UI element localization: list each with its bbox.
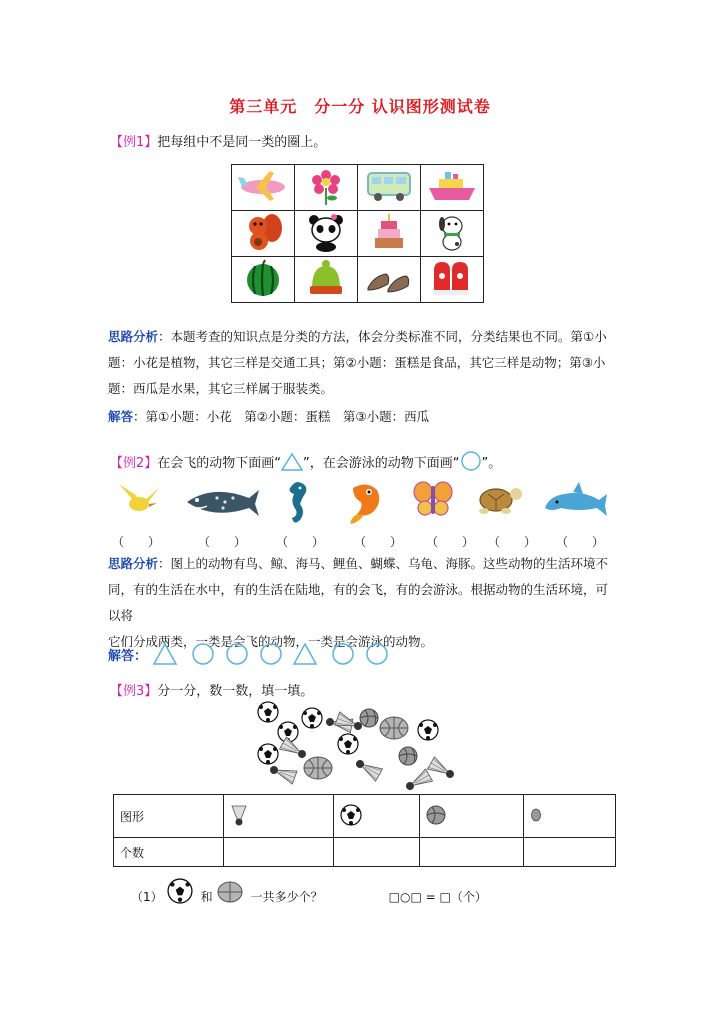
ex1-analysis-line-1: ：本题考查的知识点是分类的方法，体会分类标准不同，分类结果也不同。第①小 <box>158 329 607 344</box>
bird-icon[interactable] <box>115 478 185 526</box>
plane-icon[interactable] <box>232 165 295 211</box>
answer-blank[interactable]: （ ） <box>275 535 324 549</box>
answer-blank[interactable]: （ ） <box>353 535 402 549</box>
table-header-cell: 图形 <box>114 795 224 838</box>
seahorse-icon[interactable] <box>280 478 320 528</box>
circle-icon <box>193 644 213 664</box>
ex2-analysis <box>108 551 613 655</box>
answer-blank[interactable]: （ ） <box>487 535 536 549</box>
answer-blank[interactable]: （ ） <box>555 535 604 549</box>
shuttlecock-icon <box>230 804 248 826</box>
ex3-prompt <box>110 680 313 699</box>
page-title: 第三单元 分一分 认识图形测试卷 <box>229 97 491 116</box>
q1-and: 和 <box>200 889 213 904</box>
count-input[interactable] <box>420 838 524 867</box>
triangle-icon <box>294 644 316 664</box>
circle-icon <box>227 644 247 664</box>
soccer-ball-icon <box>340 804 362 826</box>
squirrel-icon[interactable] <box>232 211 295 257</box>
count-input[interactable] <box>334 838 420 867</box>
turtle-icon[interactable] <box>472 478 526 526</box>
ex1-answer-label: 解答 <box>108 409 134 424</box>
q1-number: （1） <box>131 889 163 904</box>
ex2-answer-label: 解答： <box>108 648 148 664</box>
soccer-cell <box>334 795 420 838</box>
carp-icon[interactable] <box>343 478 393 526</box>
count-input[interactable] <box>224 838 334 867</box>
volleyball-cell <box>420 795 524 838</box>
sports-ball-cluster <box>250 698 470 794</box>
mittens-icon[interactable] <box>421 257 484 303</box>
ex1-analysis <box>108 324 613 430</box>
circle-icon <box>367 644 387 664</box>
answer-blank[interactable]: （ ） <box>425 535 474 549</box>
q1-formula[interactable]: □○□ = □（个） <box>388 889 487 904</box>
ship-icon[interactable] <box>421 165 484 211</box>
bus-icon[interactable] <box>358 165 421 211</box>
ex1-analysis-label: 思路分析 <box>108 329 159 344</box>
ex2-text-a: 在会飞的动物下面画“ <box>157 456 282 471</box>
triangle-icon <box>281 453 303 471</box>
volleyball-icon <box>426 805 446 825</box>
count-input[interactable] <box>524 838 616 867</box>
shark-icon[interactable] <box>183 478 263 526</box>
soccer-ball-icon <box>167 878 193 904</box>
ex1-tag: 【例1】 <box>110 135 158 150</box>
answer-blank[interactable]: （ ） <box>111 535 160 549</box>
hat-icon[interactable] <box>295 257 358 303</box>
ex3-count-table <box>113 794 616 867</box>
answer-blank[interactable]: （ ） <box>197 535 246 549</box>
dog-icon[interactable] <box>421 211 484 257</box>
ex1-text: 把每组中不是同一类的圈上。 <box>157 135 327 150</box>
ex2-analysis-line-3: 它们分成两类，一类是会飞的动物，一类是会游泳的动物。 <box>108 634 434 649</box>
ex2-prompt <box>110 451 501 475</box>
circle-icon <box>333 644 353 664</box>
circle-icon <box>261 644 281 664</box>
triangle-icon <box>154 644 176 664</box>
circle-icon <box>460 451 482 471</box>
ex2-answer <box>108 642 411 666</box>
ex2-tag: 【例2】 <box>110 456 158 471</box>
ex2-analysis-line-1: ：图上的动物有鸟、鲸、海马、鲤鱼、蝴蝶、乌龟、海豚。这些动物的生活环境不 <box>158 556 609 571</box>
dolphin-icon[interactable] <box>543 478 609 526</box>
ex2-analysis-line-2: 同，有的生活在水中，有的生活在陆地，有的会飞，有的会游泳。根据动物的生活环境，可以将 <box>108 582 609 623</box>
ex3-tag: 【例3】 <box>110 684 158 699</box>
small-ball-cell <box>524 795 616 838</box>
ex2-analysis-label: 思路分析 <box>108 556 159 571</box>
flower-icon[interactable] <box>295 165 358 211</box>
ex1-analysis-line-2: 题：小花是植物，其它三样是交通工具；第②小题：蛋糕是食品，其它三样是动物；第③小 <box>108 355 606 370</box>
ex1-picture-table <box>231 164 484 303</box>
ex2-text-c: ”。 <box>481 456 502 471</box>
butterfly-icon[interactable] <box>412 478 456 526</box>
rugby-ball-icon <box>530 808 542 822</box>
ex3-question-1 <box>131 878 487 914</box>
ex3-text: 分一分，数一数，填一填。 <box>157 684 314 699</box>
ex1-answer-text: ：第①小题：小花 第②小题：蛋糕 第③小题：西瓜 <box>133 409 430 424</box>
ex1-prompt <box>110 131 326 150</box>
basketball-icon <box>217 881 243 903</box>
q1-text: 一共多少个？ <box>250 889 323 904</box>
shoes-icon[interactable] <box>358 257 421 303</box>
table-count-label: 个数 <box>114 838 224 867</box>
shuttlecock-cell <box>224 795 334 838</box>
cake-icon[interactable] <box>358 211 421 257</box>
watermelon-icon[interactable] <box>232 257 295 303</box>
panda-icon[interactable] <box>295 211 358 257</box>
ex1-analysis-line-3: 题：西瓜是水果，其它三样属于服装类。 <box>108 381 334 396</box>
ex2-text-b: ”，在会游泳的动物下面画“ <box>303 456 460 471</box>
answer-shapes <box>151 642 411 666</box>
